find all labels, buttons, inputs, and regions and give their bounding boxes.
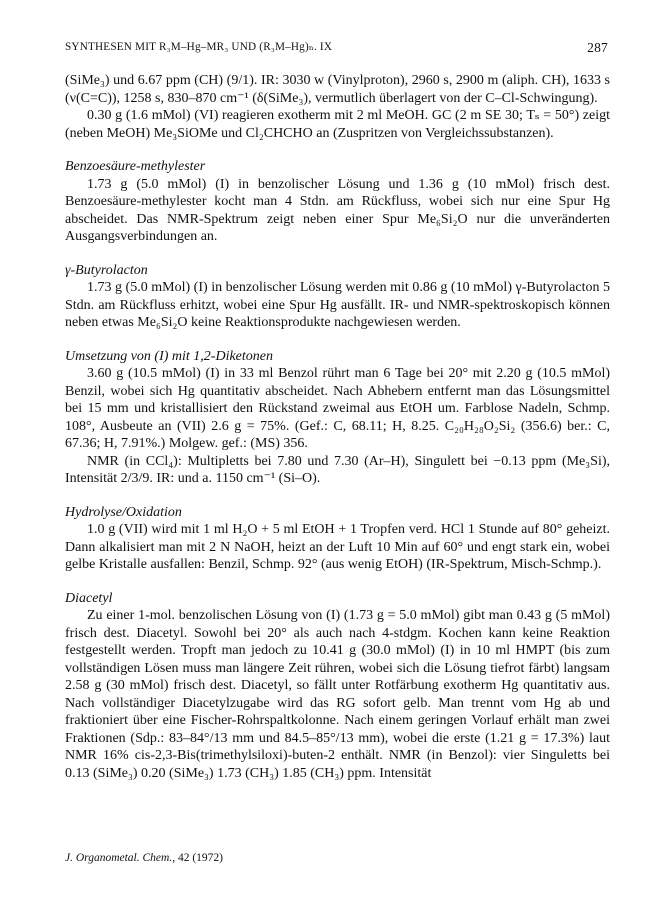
body-text	[65, 72, 610, 782]
section-heading: Benzoesäure-methylester	[65, 159, 206, 174]
page-number: 287	[587, 40, 608, 55]
paragraph: 3.60 g (10.5 mMol) (I) in 33 ml Benzol rührt man 6 Tage bei 20° mit 2.20 g (10.5 mMol) Benzil, wobei sich Hg quantitativ abscheidet. Nach Abhebern entfernt man das Lösungsmittel bei 15 mm und kristallisiert den Rückstand zweimal aus EtOH um. Farblose Nadeln, Schmp. 108°, Ausbeute an (VII) 2.6 g = 75%. (Gef.: C, 68.11; H, 8.25. C₂₀H₂₈O₂Si₂ (356.6) ber.: C, 67.36; H, 7.91%.) Molgew. gef.: (MS) 356.	[65, 366, 610, 451]
running-header	[65, 40, 608, 53]
paragraph: 1.0 g (VII) wird mit 1 ml H₂O + 5 ml EtOH + 1 Tropfen verd. HCl 1 Stunde auf 80° geheizt. Dann alkalisiert man mit 2 N NaOH, heizt an der Luft 10 Min auf 60° und engt stark ein, wobei gelbe Kristalle ausfallen: Benzil, Schmp. 92° (aus wenig EtOH) (IR-Spektrum, Misch-Schmp.).	[65, 522, 610, 572]
paragraph: (SiMe₃) und 6.67 ppm (CH) (9/1). IR: 3030 w (Vinylproton), 2960 s, 2900 m (aliph. CH), 1633 s (ν(C=C)), 1258 s, 830–870 cm⁻¹ (δ(SiMe₃), vermutlich überlagert von der C–Cl-Schwingung).	[65, 73, 610, 106]
paragraph: NMR (in CCl₄): Multipletts bei 7.80 und 7.30 (Ar–H), Singulett bei −0.13 ppm (Me₃Si), Intensität 2/3/9. IR: und a. 1150 cm⁻¹ (Si–O).	[65, 453, 610, 486]
paragraph: 1.73 g (5.0 mMol) (I) in benzolischer Lösung und 1.36 g (10 mMol) frisch dest. Benzoesäure-methylester kocht man 4 Stdn. am Rückfluss, wobei sich nur eine Spur Hg abscheidet. Das NMR-Spektrum zeigt neben einer Spur Me₆Si₂O nur die unveränderten Ausgangsverbindungen an.	[65, 176, 610, 244]
section-heading: Hydrolyse/Oxidation	[65, 504, 182, 520]
paragraph: 1.73 g (5.0 mMol) (I) in benzolischer Lösung werden mit 0.86 g (10 mMol) γ-Butyrolacton 5 Stdn. am Rückfluss erhitzt, wobei eine Spur Hg ausfällt. IR- und NMR-spektroskopisch können neben etwas Me₆Si₂O keine Reaktionsprodukte nachgewiesen werden.	[65, 280, 610, 330]
section-heading: Umsetzung von (I) mit 1,2-Diketonen	[65, 348, 274, 364]
running-title: SYNTHESEN MIT R₃M–Hg–MR₃ UND (R₃M–Hg)ₙ. IX	[65, 41, 333, 53]
section-heading: γ-Butyrolacton	[65, 262, 148, 278]
journal-volume-year: , 42 (1972)	[172, 852, 224, 864]
paragraph: 0.30 g (1.6 mMol) (VI) reagieren exotherm mit 2 ml MeOH. GC (2 m SE 30; Tₛ = 50°) zeigt (neben MeOH) Me₃SiOMe und Cl₂CHCHO an (Zuspritzen von Vergleichssubstanzen).	[65, 108, 610, 141]
journal-name: J. Organometal. Chem.	[65, 852, 173, 864]
paragraph: Zu einer 1-mol. benzolischen Lösung von (I) (1.73 g = 5.0 mMol) gibt man 0.43 g (5 mMol) frisch dest. Diacetyl. Sowohl bei 20° als auch nach 4-stdgm. Kochen kann keine Reaktion festgestellt werden. Tropft man jedoch zu 10.41 g (30.0 mMol) (I) in 10 ml HMPT (bis zum vollständigen Lösen muss man längere Zeit rühren, wobei sich die Lösung tiefrot färbt) langsam 2.58 g (30 mMol) frisch dest. Diacetyl, so fällt unter Rotfärbung exotherm Hg quantitativ aus. Nach vollständiger Diacetylzugabe wird das RG sofort gelb. Man trennt vom Hg ab und fraktioniert über eine Fischer-Rohrspaltkolonne. Nach einem geringen Vorlauf erhält man zwei Fraktionen (Sdp.: 83–84°/13 mm und 84.5–85°/13 mm), wobei die erste (1.21 g = 17.3%) laut NMR 16% cis-2,3-Bis(trimethylsiloxi)-buten-2 enthält. NMR (in Benzol): vier Singuletts bei 0.13 (SiMe₃) 0.20 (SiMe₃) 1.73 (CH₃) 1.85 (CH₃) ppm. Intensität	[65, 608, 610, 781]
page-footer	[65, 852, 223, 864]
section-heading: Diacetyl	[65, 590, 113, 606]
